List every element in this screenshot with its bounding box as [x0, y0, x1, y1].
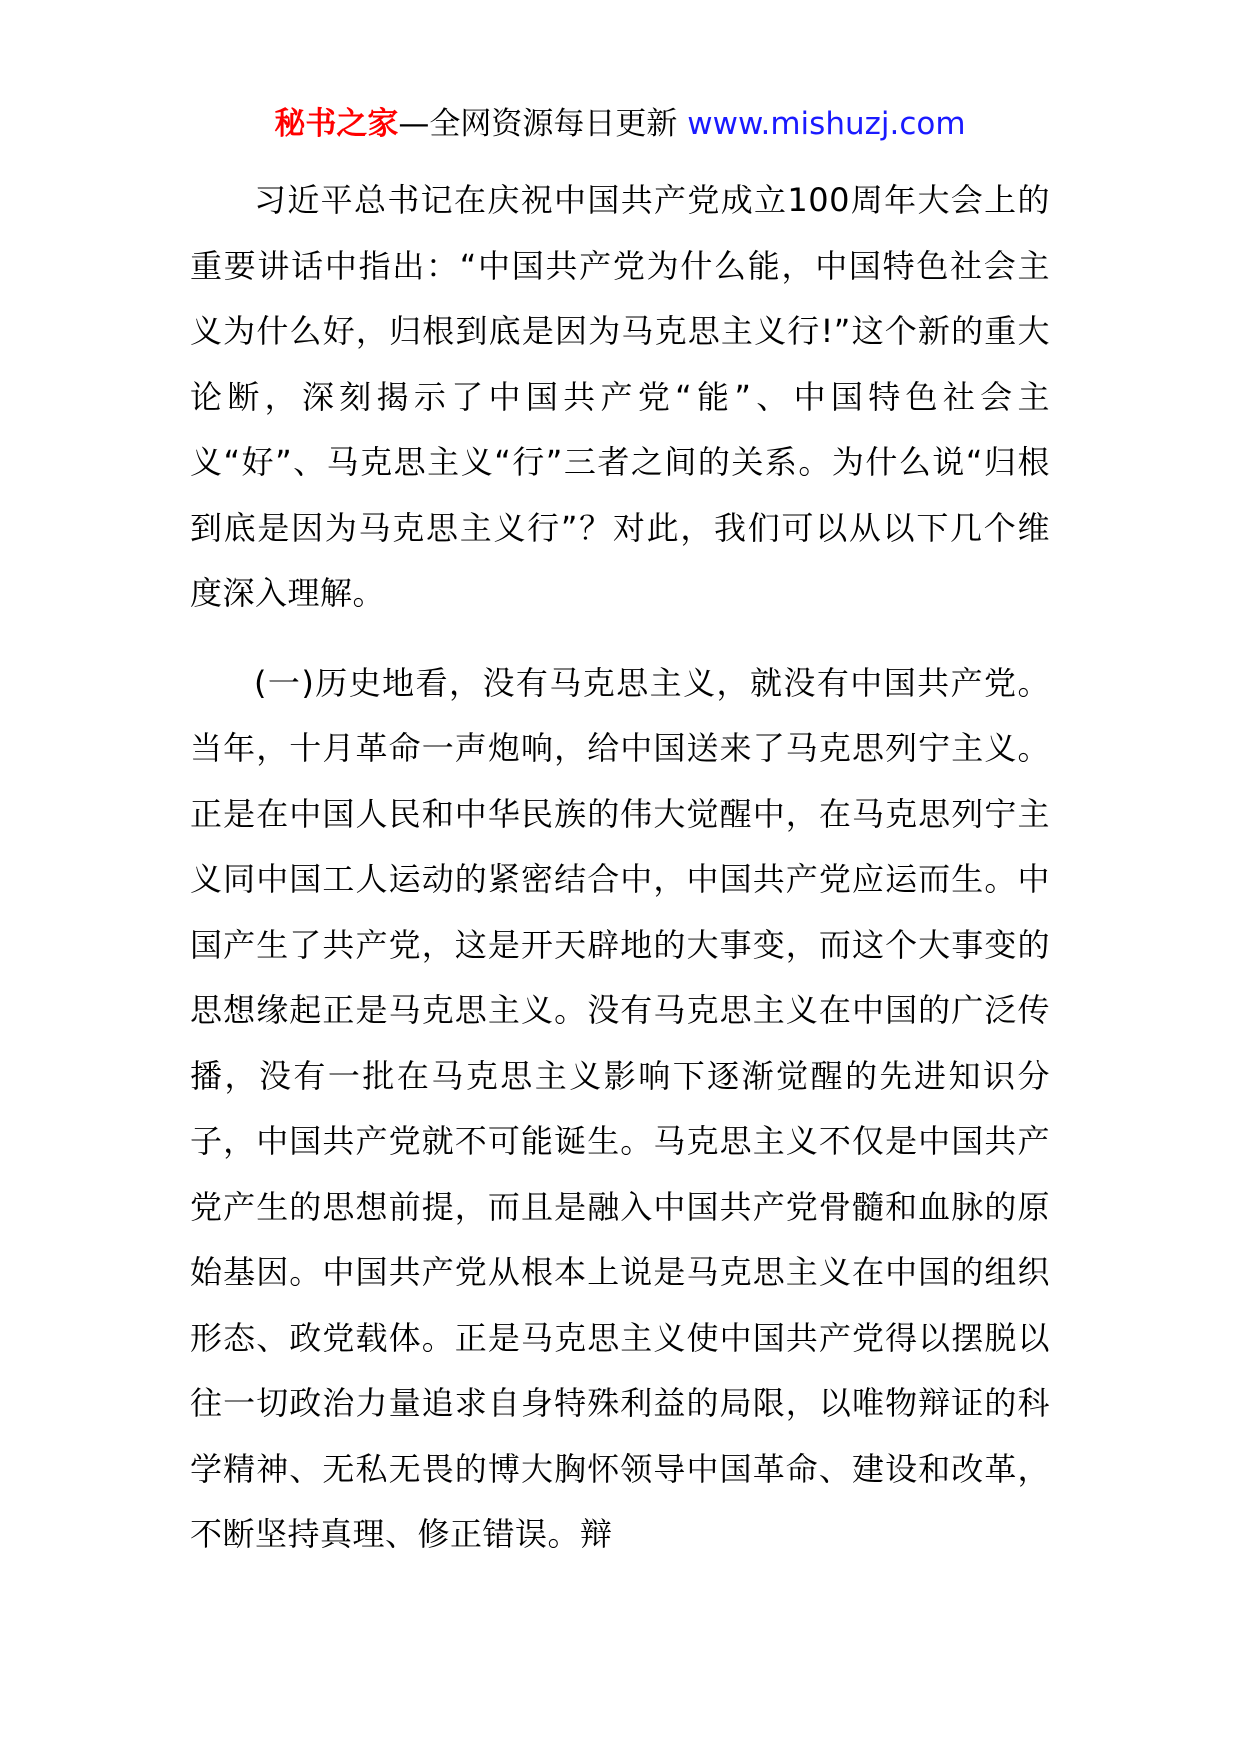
header-site-link[interactable]: www.mishuzj.com	[687, 106, 966, 142]
page-header	[0, 102, 1240, 146]
document-body	[190, 168, 1050, 1568]
paragraph-intro: 习近平总书记在庆祝中国共产党成立100周年大会上的重要讲话中指出：“中国共产党为什么能，中国特色社会主义为什么好，归根到底是因为马克思主义行!”这个新的重大论断，深刻揭示了中国共产党“能”、中国特色社会主义“好”、马克思主义“行”三者之间的关系。为什么说“归根到底是因为马克思主义行”？对此，我们可以从以下几个维度深入理解。	[190, 181, 1050, 612]
header-slogan: —全网资源每日更新	[398, 106, 678, 142]
paragraph-section-1: (一)历史地看，没有马克思主义，就没有中国共产党。当年，十月革命一声炮响，给中国送来了马克思列宁主义。正是在中国人民和中华民族的伟大觉醒中，在马克思列宁主义同中国工人运动的紧密结合中，中国共产党应运而生。中国产生了共产党，这是开天辟地的大事变，而这个大事变的思想缘起正是马克思主义。没有马克思主义在中国的广泛传播，没有一批在马克思主义影响下逐渐觉醒的先进知识分子，中国共产党就不可能诞生。马克思主义不仅是中国共产党产生的思想前提，而且是融入中国共产党骨髓和血脉的原始基因。中国共产党从根本上说是马克思主义在中国的组织形态、政党载体。正是马克思主义使中国共产党得以摆脱以往一切政治力量追求自身特殊利益的局限，以唯物辩证的科学精神、无私无畏的博大胸怀领导中国革命、建设和改革，不断坚持真理、修正错误。辩	[190, 663, 1050, 1553]
header-brand: 秘书之家	[274, 106, 399, 142]
